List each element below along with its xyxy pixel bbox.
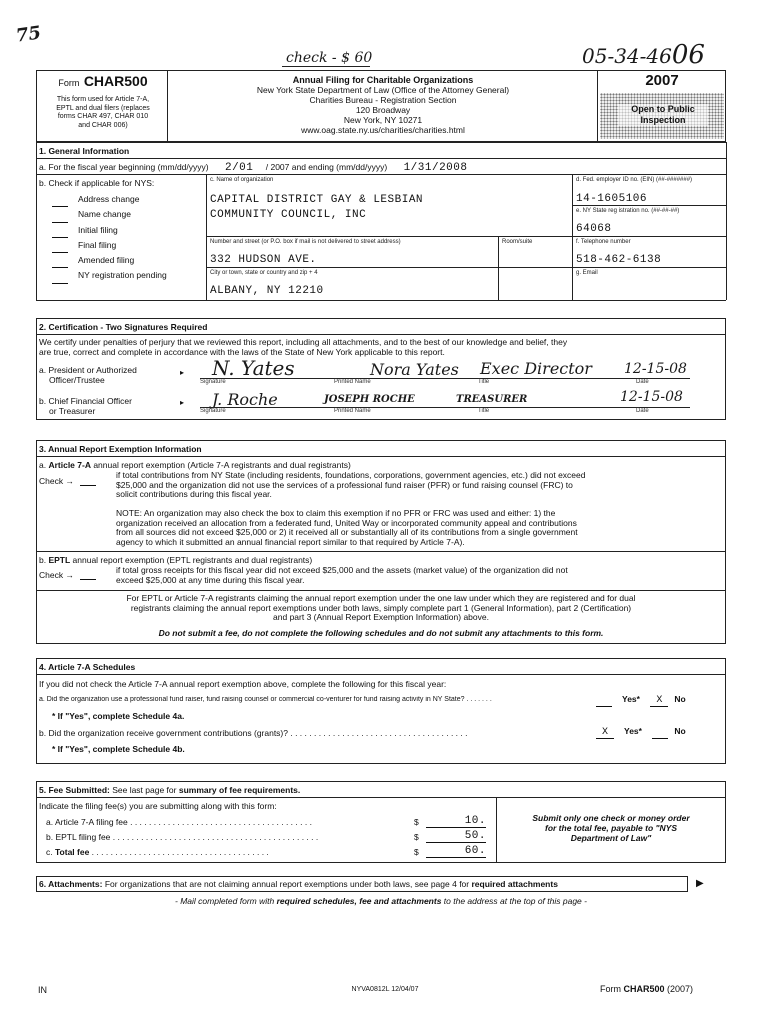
fee-indicate: Indicate the filing fee(s) you are submitting along with this form: bbox=[39, 801, 277, 811]
printed-name-label: Printed Name bbox=[334, 408, 371, 414]
section5-heading bbox=[39, 785, 300, 795]
dual-filer-text bbox=[40, 594, 722, 623]
fee-b-label: b. EPTL filing fee . . . . . . . . . . . . . . . . . . . . . . . . . . . . . . . . . . . . . . . . . . . . bbox=[46, 832, 319, 842]
fiscal-end: 1/31/2008 bbox=[403, 162, 468, 174]
sig-label: Signature bbox=[200, 408, 226, 414]
agency-line: New York State Department of Law (Office of the Attorney General) bbox=[256, 85, 510, 95]
dollar-sign: $ bbox=[414, 847, 419, 857]
option-label: Initial filing bbox=[78, 224, 118, 235]
check-applicable-label: b. Check if applicable for NYS: bbox=[39, 178, 155, 188]
officer-label-line: Officer/Trustee bbox=[49, 375, 105, 385]
checkbox[interactable] bbox=[52, 283, 68, 284]
label: required attachments bbox=[471, 879, 558, 889]
form-title-block bbox=[170, 75, 596, 135]
label: annual report exemption (EPTL registrants and dual registrants) bbox=[70, 555, 313, 565]
form-note-line: This form used for Article 7-A, bbox=[56, 96, 150, 103]
question-b: b. Did the organization receive government contributions (grants)? . . . . . . . . . . . . . . . . . . . . . . . . . . . . . . . . . . . . . . bbox=[39, 728, 468, 738]
label: b. bbox=[39, 555, 49, 565]
stamp-number-suffix: 06 bbox=[671, 40, 705, 70]
checkbox[interactable] bbox=[80, 485, 96, 486]
check-label: Check bbox=[39, 570, 64, 580]
dollar-sign: $ bbox=[414, 832, 419, 842]
street-address: 332 HUDSON AVE. bbox=[210, 254, 317, 266]
fiscal-begin-year: / 2007 and ending (mm/dd/yyyy) bbox=[265, 162, 388, 172]
footer-left: IN bbox=[38, 985, 47, 995]
officer-title: Exec Director bbox=[480, 359, 592, 378]
form-id bbox=[40, 73, 166, 91]
fiscal-begin: 2/01 bbox=[224, 162, 254, 174]
text-line: $25,000 and the organization did not use the services of a professional fund raiser (PFR) or fund raising counsel (FRC) to bbox=[116, 479, 573, 490]
cfo-label-line: b. Chief Financial Officer bbox=[39, 396, 132, 406]
text-line: exceed $25,000 at any time during this fiscal year. bbox=[116, 574, 305, 585]
handwritten-check-note: check - $ 60 bbox=[286, 50, 373, 66]
yes-label: Yes* bbox=[622, 694, 640, 704]
yes-blank[interactable]: X bbox=[596, 727, 614, 739]
officer-label bbox=[39, 365, 137, 385]
label: summary of fee requirements. bbox=[178, 785, 301, 795]
officer-signature: N. Yates bbox=[212, 356, 295, 380]
agency-line: 120 Broadway bbox=[355, 105, 411, 115]
fee-a-label: a. Article 7-A filing fee . . . . . . . . . . . . . . . . . . . . . . . . . . . . . . . . . . . . . . . bbox=[46, 817, 312, 827]
printed-name-label: Printed Name bbox=[334, 379, 371, 385]
text-line: Department of Law" bbox=[570, 833, 652, 843]
option-label: NY registration pending bbox=[78, 270, 167, 281]
eptl-text bbox=[116, 566, 722, 585]
org-name-line-1: CAPITAL DISTRICT GAY & LESBIAN bbox=[210, 194, 424, 206]
mail-instructions bbox=[36, 896, 726, 906]
fiscal-year-line bbox=[39, 162, 599, 174]
form-note-line: and CHAR 006) bbox=[78, 121, 128, 129]
sig-label: Signature bbox=[200, 379, 226, 385]
city-label: City or town, state or country and zip + 4 bbox=[210, 270, 318, 276]
stamp-number bbox=[582, 40, 705, 70]
cfo-printed-name: JOSEPH ROCHE bbox=[324, 394, 415, 405]
form-name: CHAR500 bbox=[83, 73, 148, 89]
agency-url: www.oag.state.ny.us/charities/charities.html bbox=[301, 125, 465, 135]
label: 5. Fee Submitted: bbox=[39, 785, 110, 795]
no-label: No bbox=[674, 726, 686, 736]
label: - Mail completed form with bbox=[175, 896, 277, 906]
label: a. bbox=[39, 460, 49, 470]
question-a-answer[interactable] bbox=[596, 694, 722, 707]
schedules-intro: If you did not check the Article 7-A annual report exemption above, complete the following for this fiscal year: bbox=[39, 679, 447, 689]
label: (2007) bbox=[664, 984, 694, 994]
nys-options bbox=[52, 192, 167, 284]
cfo-label-line: or Treasurer bbox=[49, 406, 96, 416]
submit-instructions bbox=[500, 813, 722, 843]
option-initial-filing[interactable] bbox=[52, 223, 167, 238]
org-name-line-2: COMMUNITY COUNCIL, INC bbox=[210, 209, 367, 221]
no-blank[interactable]: X bbox=[650, 695, 668, 707]
label: See last page for bbox=[109, 785, 179, 795]
cfo-arrow: ▸ bbox=[180, 398, 185, 407]
phone: 518-462-6138 bbox=[576, 254, 662, 266]
street-label: Number and street (or P.O. box if mail is not delivered to street address) bbox=[210, 239, 401, 245]
footer-center: NYVA0812L 12/04/07 bbox=[351, 986, 419, 993]
nys-reg: 64068 bbox=[576, 223, 612, 235]
certification-line: We certify under penalties of perjury that we reviewed this report, including all attachments, and to the best of our knowledge and belief, they bbox=[39, 337, 568, 347]
label: For organizations that are not claiming annual report exemptions under both laws, see page 4 for bbox=[102, 879, 472, 889]
title-label: Title bbox=[478, 408, 490, 414]
text-line: solicit contributions during this fiscal year. bbox=[116, 489, 272, 499]
text-line: For EPTL or Article 7-A registrants claiming the annual report exemption under the one law under which they are registered and for dual bbox=[126, 593, 636, 603]
form-year: 2007 bbox=[645, 72, 679, 89]
article7a-note bbox=[116, 509, 722, 547]
footer-right bbox=[600, 984, 693, 994]
label: CHAR500 bbox=[623, 984, 665, 994]
question-a: a. Did the organization use a professional fund raiser, fund raising counsel or commercial co-venturer for fund raising activity in NY State? . . . . . . . bbox=[39, 696, 492, 703]
fee-total-amount: 60. bbox=[426, 845, 486, 858]
officer-date: 12-15-08 bbox=[624, 361, 687, 377]
option-label: Name change bbox=[78, 209, 131, 220]
phone-label: f. Telephone number bbox=[576, 239, 631, 245]
text-line: organization received an allocation from a federated fund, United Way or incorporated community appeal and contributions bbox=[116, 517, 577, 528]
section1-heading: 1. General Information bbox=[39, 146, 130, 156]
text-line: for the total fee, payable to "NYS bbox=[544, 823, 678, 833]
label: 6. Attachments: bbox=[39, 879, 103, 889]
label: EPTL bbox=[48, 555, 71, 565]
officer-printed-name: Nora Yates bbox=[370, 360, 459, 379]
form-note-line: EPTL and dual filers (replaces bbox=[56, 104, 150, 112]
fee-a-amount: 10. bbox=[426, 815, 486, 828]
no-label: No bbox=[674, 694, 686, 704]
certification-line: are true, correct and complete in accordance with the laws of the State of New York applicable to this report. bbox=[39, 347, 445, 357]
text-line: agency to which it submitted an annual financial report similar to that required by Article 7-A). bbox=[116, 536, 465, 547]
option-address-change[interactable] bbox=[52, 192, 167, 207]
org-name-label: c. Name of organization bbox=[210, 177, 274, 183]
schedule-4a-note: * If "Yes", complete Schedule 4a. bbox=[52, 711, 185, 721]
eptl-check[interactable] bbox=[39, 570, 106, 580]
stamp-number-main: 05-34-46 bbox=[582, 44, 672, 68]
option-amended-filing[interactable] bbox=[52, 253, 167, 268]
dollar-sign: $ bbox=[414, 817, 419, 827]
arrow-icon: → bbox=[65, 476, 74, 486]
cfo-date: 12-15-08 bbox=[620, 389, 683, 405]
question-b-answer[interactable] bbox=[596, 726, 722, 739]
option-name-change[interactable] bbox=[52, 207, 167, 222]
text-line: if total gross receipts for this fiscal year did not exceed $25,000 and the assets (market value) of the organization did not bbox=[116, 565, 568, 575]
schedule-4b-note: * If "Yes", complete Schedule 4b. bbox=[52, 744, 185, 754]
label: c. bbox=[46, 847, 55, 857]
agency-line: New York, NY 10271 bbox=[343, 115, 423, 125]
fee-b-amount: 50. bbox=[426, 830, 486, 843]
label: required schedules, fee and attachments bbox=[276, 896, 442, 906]
option-label: Amended filing bbox=[78, 255, 135, 266]
text-line: if total contributions from NY State (including residents, foundations, corporations, government agencies, etc.) did not exceed bbox=[116, 470, 586, 480]
form-title: Annual Filing for Charitable Organizations bbox=[292, 75, 474, 85]
eptl-title bbox=[39, 555, 312, 565]
yes-label: Yes* bbox=[624, 726, 642, 736]
section4-heading: 4. Article 7-A Schedules bbox=[39, 662, 136, 672]
checkbox[interactable] bbox=[80, 579, 96, 580]
no-blank[interactable] bbox=[652, 738, 668, 739]
label: Form bbox=[600, 984, 624, 994]
room-label: Room/suite bbox=[502, 239, 533, 245]
text-line: registrants claiming the annual report exemptions under both laws, simply complete part 1 (General Information), part 2 (Certification) bbox=[130, 602, 632, 613]
attachments-line bbox=[39, 879, 558, 889]
check-label: Check bbox=[39, 476, 64, 486]
email-label: g. Email bbox=[576, 270, 598, 276]
handwritten-number: 75 bbox=[14, 22, 43, 47]
title-label: Title bbox=[478, 379, 490, 385]
arrow-right-icon: ▶ bbox=[696, 878, 704, 889]
label: . . . . . . . . . . . . . . . . . . . . . . . . . . . . . . . . . . . . . . bbox=[89, 847, 269, 857]
article7a-text bbox=[116, 471, 722, 500]
public-inspection-text: Open to Public Inspection bbox=[618, 104, 708, 126]
form-note bbox=[40, 96, 166, 130]
cfo-title: TREASURER bbox=[456, 394, 528, 405]
city-state-zip: ALBANY, NY 12210 bbox=[210, 285, 324, 297]
label: to the address at the top of this page - bbox=[441, 896, 587, 906]
option-label: Final filing bbox=[78, 239, 117, 250]
yes-blank[interactable] bbox=[596, 706, 612, 707]
option-label: Address change bbox=[78, 194, 140, 204]
label: annual report exemption (Article 7-A registrants and dual registrants) bbox=[90, 460, 351, 470]
no-fee-warning: Do not submit a fee, do not complete the following schedules and do not submit any attachments to this form. bbox=[158, 628, 604, 638]
date-label: Date bbox=[636, 379, 649, 385]
fee-total-label bbox=[46, 847, 410, 857]
label: Article 7-A bbox=[48, 460, 91, 470]
agency-line: Charities Bureau - Registration Section bbox=[309, 95, 457, 105]
section3-heading: 3. Annual Report Exemption Information bbox=[39, 444, 202, 454]
text-line: NOTE: An organization may also check the box to claim this exemption if no PFR or FRC was used and either: 1) the bbox=[116, 508, 556, 518]
certification-text bbox=[39, 337, 723, 357]
cfo-signature: J. Roche bbox=[212, 390, 278, 409]
section2-heading: 2. Certification - Two Signatures Required bbox=[39, 322, 208, 332]
text-line: Submit only one check or money order bbox=[532, 813, 690, 823]
cfo-label bbox=[39, 396, 132, 416]
fed-id-label: d. Fed. employer ID no. (EIN) (##-#######) bbox=[576, 177, 693, 183]
text-line: and part 3 (Annual Report Exemption Information) above. bbox=[273, 612, 489, 622]
officer-arrow: ▸ bbox=[180, 368, 185, 377]
article7a-title bbox=[39, 460, 351, 470]
text-line: from all sources did not exceed $25,000 or 2) it received all or substantially all of its contributions from a single government bbox=[116, 527, 578, 537]
label: Total fee bbox=[54, 847, 90, 857]
form-prefix: Form bbox=[58, 78, 80, 88]
form-note-line: forms CHAR 497, CHAR 010 bbox=[57, 113, 149, 120]
option-final-filing[interactable] bbox=[52, 238, 167, 253]
date-label: Date bbox=[636, 408, 649, 414]
nys-reg-label: e. NY State reg istration no. (##-##-##) bbox=[576, 208, 680, 214]
article7a-check[interactable] bbox=[39, 476, 106, 486]
check-note-underline bbox=[282, 66, 370, 67]
officer-label-line: a. President or Authorized bbox=[39, 365, 137, 375]
option-ny-registration-pending[interactable] bbox=[52, 268, 167, 283]
arrow-icon: → bbox=[65, 570, 74, 580]
fed-id: 14-1605106 bbox=[576, 193, 648, 205]
fiscal-prefix: a. For the fiscal year beginning (mm/dd/yyyy) bbox=[39, 162, 209, 172]
